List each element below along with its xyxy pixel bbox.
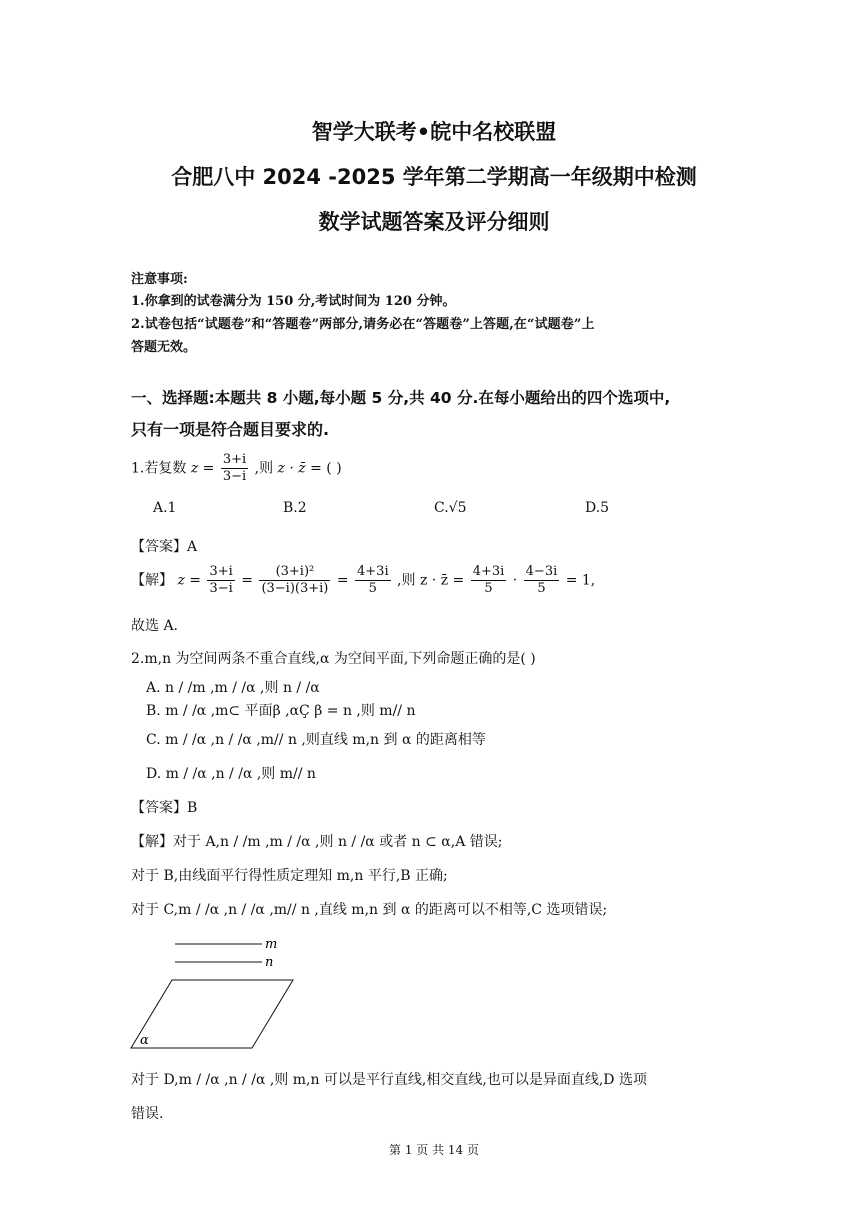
notice-item-2a: 2.试卷包括“试题卷”和“答题卷”两部分,请务必在“答题卷”上答题,在“试题卷”上 xyxy=(131,317,595,332)
title-line-1: 智学大联考•皖中名校联盟 xyxy=(311,120,557,144)
q2-stem: 2.m,n 为空间两条不重合直线,α 为空间平面,下列命题正确的是( ) xyxy=(131,651,536,667)
q2-figure-diagram xyxy=(125,930,325,1055)
label-alpha: α xyxy=(140,1033,149,1048)
q1-solution: 【解】 z = $\frac{3+i}{3-i}$ = $\frac{\text{(3+i)²}}{(3-i)(3+i)}$ = $\frac{4+3i}{5}$ ,则 z · z̄ = $\frac{4+3i}{5}$ · $\frac{4-3i}{5}$ = 1, xyxy=(131,564,596,596)
notice-item-2b: 答题无效。 xyxy=(131,340,197,355)
notice-item-1: 1.你拿到的试卷满分为 150 分,考试时间为 120 分钟。 xyxy=(131,294,456,309)
section-1-line-2: 只有一项是符合题目要求的. xyxy=(131,420,330,439)
q2-solution-5: 错误. xyxy=(131,1106,164,1122)
title-line-3: 数学试题答案及评分细则 xyxy=(318,210,550,234)
q2-solution-4: 对于 D,m / /α ,n / /α ,则 m,n 可以是平行直线,相交直线,也可以是异面直线,D 选项 xyxy=(131,1072,647,1088)
label-n: n xyxy=(265,955,274,970)
q1-fraction: $\frac{3+i}{3-i}$ xyxy=(222,452,247,484)
page-footer: 第 1 页 共 14 页 xyxy=(389,1143,479,1157)
q2-option-c: C. m / /α ,n / /α ,m// n ,则直线 m,n 到 α 的距离相等 xyxy=(146,732,486,748)
q2-option-a: A. n / /m ,m / /α ,则 n / /α xyxy=(146,680,320,696)
q1-option-c: C.√5 xyxy=(434,500,467,516)
q2-option-d: D. m / /α ,n / /α ,则 m// n xyxy=(146,766,316,782)
q2-solution-3: 对于 C,m / /α ,n / /α ,m// n ,直线 m,n 到 α 的距离可以不相等,C 选项错误; xyxy=(131,902,608,918)
q1-option-d: D.5 xyxy=(585,500,610,516)
q1-option-a: A.1 xyxy=(153,500,177,516)
q2-option-b: B. m / /α ,m⊂ 平面β ,αÇ β = n ,则 m// n xyxy=(146,703,416,719)
q2-solution-1: 【解】对于 A,n / /m ,m / /α ,则 n / /α 或者 n ⊂ α,A 错误; xyxy=(131,834,503,850)
q1-answer: 【答案】A xyxy=(131,539,198,555)
notice-heading: 注意事项: xyxy=(131,272,188,287)
q1-conclusion: 故选 A. xyxy=(131,618,179,634)
plane-alpha xyxy=(131,980,293,1048)
section-1-line-1: 一、选择题:本题共 8 小题,每小题 5 分,共 40 分.在每小题给出的四个选项中, xyxy=(131,389,671,407)
label-m: m xyxy=(265,937,278,952)
q2-answer: 【答案】B xyxy=(131,800,198,816)
q1-stem: 1.若复数 z = $\frac{3+i}{3-i}$ ,则 z · z̄ = ( ) xyxy=(131,452,342,484)
q1-option-b: B.2 xyxy=(283,500,307,516)
q2-solution-2: 对于 B,由线面平行得性质定理知 m,n 平行,B 正确; xyxy=(131,868,448,884)
title-line-2: 合肥八中 2024 -2025 学年第二学期高一年级期中检测 xyxy=(171,165,697,189)
